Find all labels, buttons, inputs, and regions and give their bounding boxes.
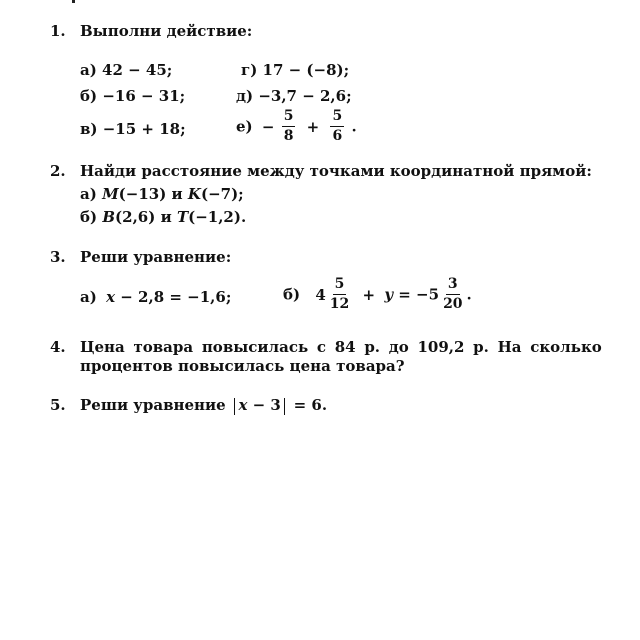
task-1-e-fraction-2 <box>330 109 344 144</box>
task-3-a-rest: − 2,8 = −1,6; <box>120 288 232 306</box>
task-5-text: Реши уравнение <box>80 396 226 414</box>
task-2-a-label: а) <box>80 185 97 203</box>
task-3-b-whole: 4 <box>315 285 326 304</box>
conjunction: и <box>171 185 183 203</box>
variable-x: x <box>238 396 248 414</box>
denominator: 6 <box>332 128 343 144</box>
task-1-d: д) −3,7 − 2,6; <box>236 87 352 105</box>
task-3-b-end: . <box>466 285 472 304</box>
task-1-e <box>236 109 357 144</box>
task-4-number: 4. <box>50 338 66 356</box>
conjunction: и <box>160 208 172 226</box>
task-3-b-fraction-2 <box>441 277 464 312</box>
task-5-number: 5. <box>50 396 66 414</box>
point-m: M <box>102 185 119 203</box>
task-1-e-label: е) <box>236 117 253 136</box>
denominator: 12 <box>329 296 350 312</box>
task-3-a-label: а) <box>80 288 97 306</box>
task-3-b-plus: + <box>362 285 376 304</box>
task-1-e-op: + <box>306 117 320 136</box>
task-3-b-fraction-1 <box>328 277 351 312</box>
task-1-e-fraction-1 <box>282 109 296 144</box>
task-3-b <box>283 277 472 312</box>
task-1-g: г) 17 − (−8); <box>241 61 350 79</box>
page-mark <box>72 0 75 3</box>
task-5-rest: = 6. <box>293 396 328 414</box>
task-1-a: а) 42 − 45; <box>80 61 173 79</box>
task-5-equation <box>80 396 327 415</box>
abs-bar-right <box>284 398 286 415</box>
variable-y: y <box>384 285 394 304</box>
task-1-number: 1. <box>50 22 66 40</box>
task-4-line-2: процентов повысилась цена товара? <box>80 357 405 375</box>
point-k: K <box>187 185 201 203</box>
task-1-e-sign: − <box>261 117 275 136</box>
numerator: 5 <box>333 277 347 295</box>
numerator: 5 <box>282 109 296 127</box>
point-k-value: (−7); <box>200 185 244 203</box>
task-2-title: Найди расстояние между точками координатной прямой: <box>80 162 592 180</box>
task-3-b-label: б) <box>283 285 301 304</box>
task-2-a <box>80 185 244 203</box>
task-4-line-1: Цена товара повысилась с 84 р. до 109,2 р. На сколько <box>80 338 602 356</box>
point-b-value: (2,6) <box>115 208 156 226</box>
task-3-number: 3. <box>50 248 66 266</box>
numerator: 5 <box>330 109 344 127</box>
task-2-b-label: б) <box>80 208 98 226</box>
task-3-title: Реши уравнение: <box>80 248 232 266</box>
task-1-b: б) −16 − 31; <box>80 87 186 105</box>
task-1-title: Выполни действие: <box>80 22 253 40</box>
numerator: 3 <box>446 277 460 295</box>
task-3-b-eq: = −5 <box>398 285 440 304</box>
task-1-v: в) −15 + 18; <box>80 120 186 138</box>
variable-x: x <box>106 288 116 306</box>
point-t: T <box>176 208 189 226</box>
task-3-a <box>80 288 231 306</box>
abs-bar-left <box>234 398 236 415</box>
task-1-e-end: . <box>351 117 357 136</box>
denominator: 8 <box>283 128 294 144</box>
task-2-b <box>80 208 246 226</box>
point-m-value: (−13) <box>118 185 167 203</box>
denominator: 20 <box>443 296 463 312</box>
point-b: B <box>102 208 116 226</box>
task-2-number: 2. <box>50 162 66 180</box>
task-5-inner: − 3 <box>252 396 281 414</box>
point-t-value: (−1,2). <box>188 208 247 226</box>
